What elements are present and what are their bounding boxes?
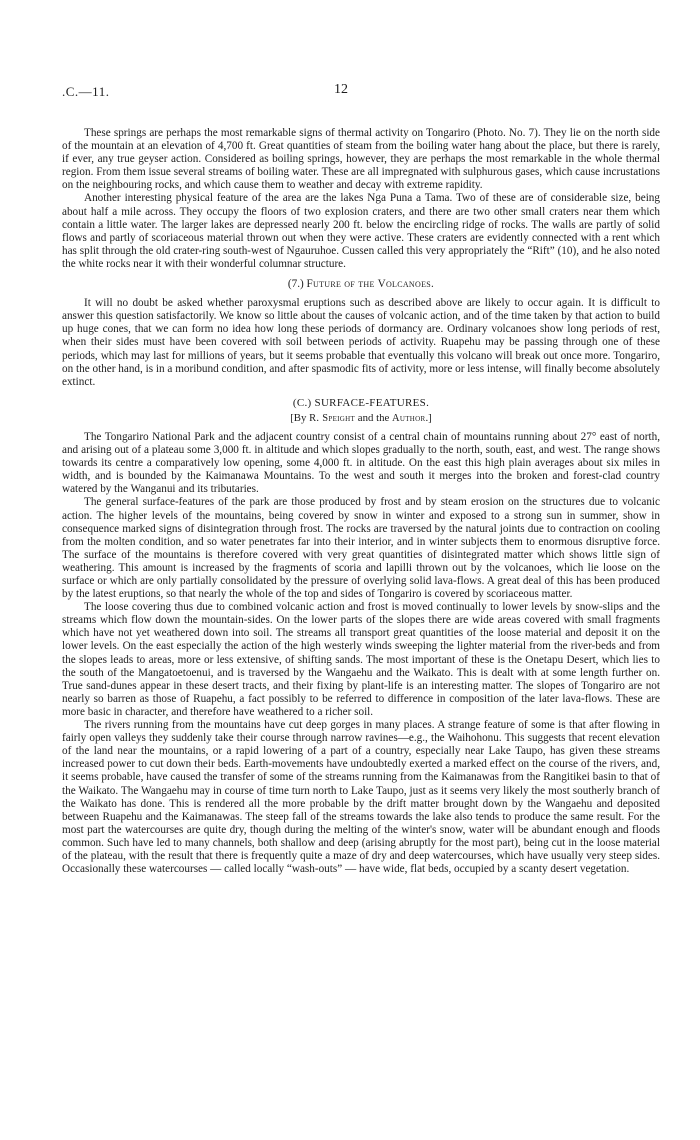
- byline-close: .]: [425, 411, 432, 424]
- body-text: [62, 127, 660, 876]
- byline-open: [By: [290, 411, 310, 424]
- paragraph-boiling-springs: These springs are perhaps the most remarkable signs of thermal activity on Tongariro (Photo. No. 7). They lie on the north side of the mountain at an elevation of 4,700 ft. Great quantities of steam from the boiling water hang about the place, but there is rarely, if ever, any true geyser action. Considered as boiling springs, however, they are perhaps the most remarkable in the whole thermal region. From them issue several streams of boiling water. These are all impregnated with sulphurous gases, which cause incrustations on the neighbouring rocks, and which cause them to weather and decay with extreme rapidity.: [62, 127, 660, 192]
- paragraph-national-park: The Tongariro National Park and the adjacent country consist of a central chain of mountains running about 27° east of north, and arising out of a plateau some 3,000 ft. in altitude and which slopes gradually to the north, south, east, and west. The range shows towards its centre a comparatively low opening, some 4,000 ft. in altitude. On the east this high plain averages about six miles in width, and is bounded by the Kaimanawa Mountains. To the west and south it merges into the broken and forest-clad country watered by the Wanganui and its tributaries.: [62, 430, 660, 496]
- section-number: (7.): [287, 278, 304, 291]
- section-heading-surface-features: (C.) SURFACE-FEATURES.: [292, 396, 430, 409]
- section-heading-future-volcanoes: [62, 278, 660, 291]
- document-id: .C.—11.: [62, 84, 110, 99]
- section-title: Future of the Volcanoes.: [306, 278, 435, 291]
- paragraph-loose-covering: The loose covering thus due to combined volcanic action and frost is moved continually to lower levels by snow-slips and the streams which flow down the mountain-sides. On the lower parts of the slopes there are wide areas covered with small fragments which have not yet weathered down into soil. The streams all transport great quantities of the loose material and deposit it on the lower levels. On the east especially the action of the high westerly winds sweeping the lighter material from the river-beds and from the slopes leads to areas, more or less extensive, of shifting sands. The most important of these is the Onetapu Desert, which lies to the south of the Mangatoetoenui, and is traversed by the Wangaehu and the Waikato. This is dealt with at some length further on. True sand-dunes appear in these desert tracts, and their fixing by plant-life is an interesting matter. The slopes of Tongariro are not nearly so barren as those of Ruapehu, a fact possibly to be referred to difference in composition of the later lava-flows. These are more basic in character, and therefore have weathered to a richer soil.: [62, 601, 660, 718]
- byline-author-speight: R. Speight: [309, 412, 356, 424]
- paragraph-future-eruptions: It will no doubt be asked whether paroxysmal eruptions such as described above are likely to occur again. It is difficult to answer this question satisfactorily. We know so little about the causes of volcanic action, and of the time taken by that action to build up huge cones, that we can form no idea how long these periods of dormancy are. Ordinary volcanoes show long periods of rest, when their sides must have been covered with soil between periods of activity. Ruapehu may be passing through one of these periods, which may last for millions of years, but it seems probable that eventually this volcano will break out once more. Tongariro, on the other hand, is in a moribund condition, and after spasmodic fits of activity, more or less intense, will finally become absolutely extinct.: [62, 297, 660, 388]
- byline: [62, 412, 660, 425]
- byline-and: and the: [355, 411, 392, 424]
- page-number: 12: [334, 82, 348, 97]
- paragraph-nga-puna-a-tama: Another interesting physical feature of the area are the lakes Nga Puna a Tama. Two of these are of considerable size, being about half a mile across. They occupy the floors of two explosion craters, and there are two other small craters near them which contain a little water. The larger lakes are depressed nearly 200 ft. below the encircling ridge of rocks. The walls are partly of solid flows and partly of scoriaceous material thrown out when they were active. These craters are evidently connected with a rent which has split through the old crater-ring south-west of Ngauruhoe. Cussen called this very appropriately the “Rift” (10), and he also noted the white rocks near it with their wonderful columnar structure.: [62, 192, 660, 270]
- paragraph-surface-features: The general surface-features of the park are those produced by frost and by steam erosion on the structures due to volcanic action. The higher levels of the mountains, being covered by snow in winter and exposed to a strong sun in summer, show in consequence marked signs of disintegration through frost. The rocks are traversed by the natural joints due to contraction on cooling from the molten condition, and so water penetrates far into their interior, and in winter subjects them to enormous disruptive force. The surface of the mountains is therefore covered with very great quantities of disintegrated matter which shows little sign of weathering. This amount is increased by the fragments of scoria and lapilli thrown out by the volcanoes, which lie loose on the surface or which are only partially consolidated by the pressure of overlying solid lava-flows. A great deal of this has been produced by the latest eruptions, so that nearly the whole of the top and sides of Tongariro is covered by scoriaceous matter.: [62, 496, 660, 601]
- paragraph-rivers: The rivers running from the mountains have cut deep gorges in many places. A strange feature of some is that after flowing in fairly open valleys they suddenly take their course through narrow ravines—e.g., the Waihohonu. This suggests that recent elevation of the land near the mountains, or a rapid lowering of a part of a country, especially near Lake Taupo, has given these streams increased power to cut down their beds. Earth-movements have undoubtedly exerted a marked effect on the course of the rivers, and, it seems probable, have caused the transfer of some of the streams running from the Kaimanawas from the Rangitikei basin to that of the Waikato. The Wangaehu may in course of time turn north to Lake Taupo, just as it seems very likely the most southerly branch of the Waikato has done. This is rendered all the more probable by the drift matter brought down by the Wangaehu and deposited between Ruapehu and the Kaimanawas. The steep fall of the streams towards the lake also tends to produce the same result. For the most part the watercourses are quite dry, though during the melting of the winter's snow, water will be abundant enough and floods common. Such have led to many channels, both shallow and deep (arising abruptly for the most part), being cut in the loose material of the plateau, with the result that there is frequently quite a maze of dry and deep watercourses, which have usually very steep sides. Occasionally these watercourses — called locally “wash-outs” — have wide, flat beds, occupied by a scanty desert vegetation.: [62, 719, 660, 876]
- byline-author: Author: [391, 412, 426, 424]
- page-header: [62, 84, 660, 104]
